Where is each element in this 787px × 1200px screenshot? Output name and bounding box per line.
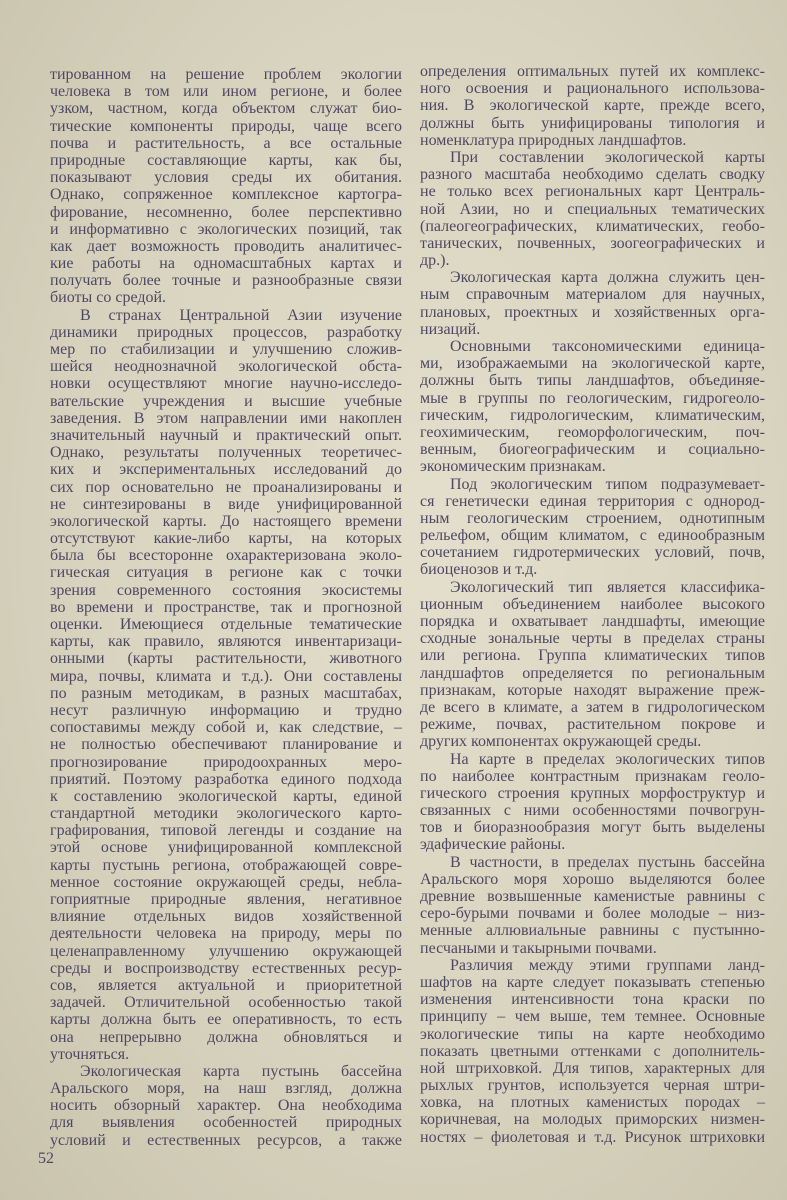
text-line: во времени и пространстве, так и прогнозной	[50, 598, 402, 616]
text-line: ного освоения и рационального использова-	[420, 80, 765, 98]
text-line: биоценозов и т.д.	[420, 561, 538, 579]
text-line: зрения современного состояния экосистемы	[50, 581, 402, 599]
text-line: этой основе унифицированной комплексной	[50, 839, 402, 857]
text-line: гическая ситуация в регионе как с точки	[50, 564, 402, 582]
text-line: Однако, сопряженное комплексное картогра-	[50, 186, 402, 204]
text-line: условий и естественных ресурсов, а также	[50, 1131, 402, 1149]
text-line: определения оптимальных путей их комплекс-	[420, 63, 765, 80]
text-line: ми, изображаемыми на экологической карте,	[420, 355, 765, 373]
text-line: признакам, которые находят выражение преж-	[420, 681, 765, 699]
text-line: экологические типы на карте необходимо	[420, 1025, 765, 1043]
text-line: Аральского моря хорошо выделяются более	[420, 870, 765, 888]
text-line: сов, является актуальной и приоритетной	[50, 976, 402, 994]
text-line: Экологический тип является классифика-	[450, 578, 765, 596]
text-line: показывают условия среды их обитания.	[50, 169, 402, 187]
text-line: почва и растительность, а все остальные	[50, 134, 402, 152]
text-line: коричневая, на молодых приморских низмен-	[420, 1111, 765, 1129]
text-line: сопоставимы между собой и, как следствие, –	[50, 719, 402, 737]
text-line: гоприятные природные явления, негативное	[50, 891, 402, 908]
text-line: Экологическая карта пустынь бассейна	[80, 1062, 402, 1080]
text-line: оценки. Имеющиеся отдельные тематические	[50, 616, 402, 633]
text-line: карты, как правило, являются инвентаризаци-	[50, 633, 402, 651]
text-line: не только всех региональных карт Централь-	[420, 183, 765, 201]
text-line: шейся неоднозначной экологической обста-	[50, 358, 402, 376]
text-line: ся генетически единая территория с однород-	[420, 492, 765, 510]
text-line: эдафические районы.	[420, 836, 566, 854]
paragraph	[50, 66, 402, 307]
text-line: Различия между этими группами ланд-	[450, 956, 765, 974]
text-line: карты пустынь региона, отображающей совре-	[50, 856, 402, 874]
text-line: должны быть типы ландшафтов, объединяе-	[420, 372, 765, 390]
text-line: ным геологическим строением, однотипным	[420, 509, 765, 527]
text-line: При составлении экологической карты	[450, 148, 765, 166]
text-column-right	[420, 63, 765, 1146]
text-line: Основными таксономическими единица-	[450, 338, 765, 355]
paragraph	[50, 307, 402, 1063]
text-line: отсутствуют какие-либо карты, на которых	[50, 530, 402, 548]
text-line: значительный научный и практический опыт.	[50, 426, 402, 444]
text-line: ным справочным материалом для научных,	[420, 286, 765, 304]
paragraph	[420, 957, 765, 1146]
text-line: мира, почвы, климата и т.д.). Они составлены	[50, 667, 402, 685]
text-line: геохимическим, геоморфологическим, поч-	[420, 423, 765, 441]
paragraph	[420, 476, 765, 579]
text-line: Экологическая карта должна служить цен-	[450, 269, 765, 287]
text-line: по разным методикам, в разных масштабах,	[50, 684, 402, 702]
text-line: ной штриховкой. Для типов, характерных для	[420, 1059, 765, 1077]
text-line: носить обзорный характер. Она необходима	[50, 1097, 402, 1115]
text-line: экономическим признакам.	[420, 458, 606, 476]
text-line: новки осуществляют многие научно-исследо-	[50, 375, 402, 393]
text-line: плановых, проектных и хозяйственных орга-	[420, 303, 765, 321]
text-line: принципу – чем выше, тем темнее. Основные	[420, 1008, 765, 1026]
text-line: ландшафтов определяется по региональным	[420, 664, 765, 682]
text-line: песчаными и такырными почвами.	[420, 939, 657, 957]
text-line: ховка, на плотных каменистых породах –	[420, 1094, 765, 1112]
text-line: мер по стабилизации и улучшению сложив-	[50, 341, 402, 358]
text-line: несут различную информацию и трудно	[50, 701, 402, 719]
text-line: онными (карты растительности, животного	[50, 650, 402, 668]
paragraph	[50, 1063, 402, 1149]
paragraph	[420, 63, 765, 149]
text-line: не синтезированы в виде унифицированной	[50, 495, 402, 513]
text-line: уточняться.	[50, 1045, 130, 1063]
paragraph	[420, 269, 765, 338]
text-line: не полностью обеспечивают планирование и	[50, 736, 402, 754]
text-line: (палеогеографических, климатических, геобо-	[420, 217, 765, 235]
text-line: карты должна быть ее оперативность, то есть	[50, 1011, 402, 1029]
text-line: как дает возможность проводить аналитичес-	[50, 237, 402, 255]
text-line: изменения интенсивности тона краски по	[420, 991, 765, 1009]
text-line: среды и воспроизводству естественных ресур-	[50, 959, 402, 977]
text-line: де всего в климате, а затем в гидрологическом	[420, 698, 765, 716]
text-line: получать более точные и разнообразные связи	[50, 272, 402, 290]
text-line: менные аллювиальные равнины с пустынно-	[420, 922, 765, 940]
text-line: ния. В экологической карте, прежде всего,	[420, 97, 765, 115]
text-line: шафтов на карте следует показывать степенью	[420, 973, 765, 991]
text-line: сходные зональные черты в пределах страны	[420, 630, 765, 648]
text-line: сих пор основательно не проанализированы и	[50, 478, 402, 496]
text-line: древние возвышенные каменистые равнины с	[420, 888, 765, 905]
text-line: природные составляющие карты, как бы,	[50, 151, 402, 169]
text-line: В странах Центральной Азии изучение	[80, 306, 402, 324]
text-line: должны быть унифицированы типология и	[420, 114, 765, 132]
text-line: других компонентах окружающей среды.	[420, 733, 702, 751]
text-line: к составлению экологической карты, единой	[50, 787, 402, 805]
text-line: сочетанием гидротермических условий, почв,	[420, 544, 765, 562]
text-column-left	[50, 66, 402, 1149]
text-line: менное состояние окружающей среды, небла-	[50, 873, 402, 891]
text-line: и информативно с экологических позиций, так	[50, 220, 402, 238]
text-line: низаций.	[420, 320, 481, 338]
paragraph	[420, 338, 765, 476]
text-line: тов и биоразнообразия могут быть выделены	[420, 819, 765, 837]
text-line: связанных с ними особенностями почвогрун-	[420, 802, 765, 820]
text-line: разного масштаба необходимо сделать сводку	[420, 166, 765, 184]
text-line: экологической карты. До настоящего времени	[50, 512, 402, 530]
text-line: др.).	[420, 252, 450, 270]
paragraph	[420, 751, 765, 854]
text-line: была бы всесторонне охарактеризована эколо-	[50, 547, 402, 565]
text-line: узком, частном, когда объектом служат био-	[50, 100, 402, 118]
text-line: прогнозирование природоохранных меро-	[50, 753, 402, 771]
text-line: номенклатура природных ландшафтов.	[420, 131, 687, 149]
paragraph	[420, 149, 765, 269]
text-line: для выявления особенностей природных	[50, 1114, 402, 1132]
text-line: показать цветными оттенками с дополнитель-	[420, 1042, 765, 1060]
text-line: гическим, гидрологическим, климатическим,	[420, 406, 765, 424]
text-line: кие работы на одномасштабных картах и	[50, 255, 402, 273]
text-line: или региона. Группа климатических типов	[420, 647, 765, 665]
text-line: заведения. В этом направлении ими накоплен	[50, 409, 402, 427]
text-line: В частности, в пределах пустынь бассейна	[450, 853, 765, 871]
text-line: венным, биогеографическим и социально-	[420, 441, 765, 459]
text-line: задачей. Отличительной особенностью такой	[50, 994, 402, 1012]
text-line: ностях – фиолетовая и т.д. Рисунок штриховки	[420, 1128, 765, 1146]
text-line: Однако, результаты полученных теоретичес-	[50, 444, 402, 462]
text-line: ких и экспериментальных исследований до	[50, 461, 402, 479]
text-line: влияние отдельных видов хозяйственной	[50, 908, 402, 926]
text-line: человека в том или ином регионе, и более	[50, 83, 402, 101]
text-line: порядка и охватывает ландшафты, имеющие	[420, 613, 765, 630]
text-line: биоты со средой.	[50, 289, 167, 307]
paragraph	[420, 854, 765, 957]
text-line: ной Азии, но и специальных тематических	[420, 200, 765, 218]
text-line: она непрерывно должна обновляться и	[50, 1028, 402, 1046]
paragraph	[420, 579, 765, 751]
text-line: тические компоненты природы, чаще всего	[50, 117, 402, 135]
text-line: приятий. Поэтому разработка единого подхода	[50, 770, 402, 788]
text-line: режиме, почвах, растительном покрове и	[420, 716, 765, 734]
text-line: графирования, типовой легенды и создание на	[50, 822, 402, 840]
text-line: по наиболее контрастным признакам геоло-	[420, 767, 765, 785]
text-line: Под экологическим типом подразумевает-	[450, 475, 765, 493]
text-line: танических, почвенных, зоогеографических и	[420, 234, 765, 252]
text-line: фирование, несомненно, более перспективно	[50, 203, 402, 221]
text-line: На карте в пределах экологических типов	[450, 750, 765, 768]
text-line: серо-бурыми почвами и более молодые – низ-	[420, 905, 765, 923]
text-line: рыхлых грунтов, используется черная штри-	[420, 1077, 765, 1095]
text-line: мые в группы по геологическим, гидрогеоло-	[420, 389, 765, 407]
text-line: гического строения крупных морфоструктур и	[420, 784, 765, 802]
text-line: ционным объединением наиболее высокого	[420, 595, 765, 613]
text-line: тированном на решение проблем экологии	[50, 66, 402, 83]
text-line: целенаправленному улучшению окружающей	[50, 942, 402, 960]
text-line: вательские учреждения и высшие учебные	[50, 392, 402, 410]
text-line: стандартной методики экологического карто-	[50, 805, 402, 823]
text-line: Аральского моря, на наш взгляд, должна	[50, 1080, 402, 1098]
text-line: деятельности человека на природу, меры по	[50, 925, 402, 943]
page-number: 52	[38, 1150, 54, 1167]
text-line: рельефом, общим климатом, с единообразным	[420, 527, 765, 545]
text-line: динамики природных процессов, разработку	[50, 323, 402, 341]
